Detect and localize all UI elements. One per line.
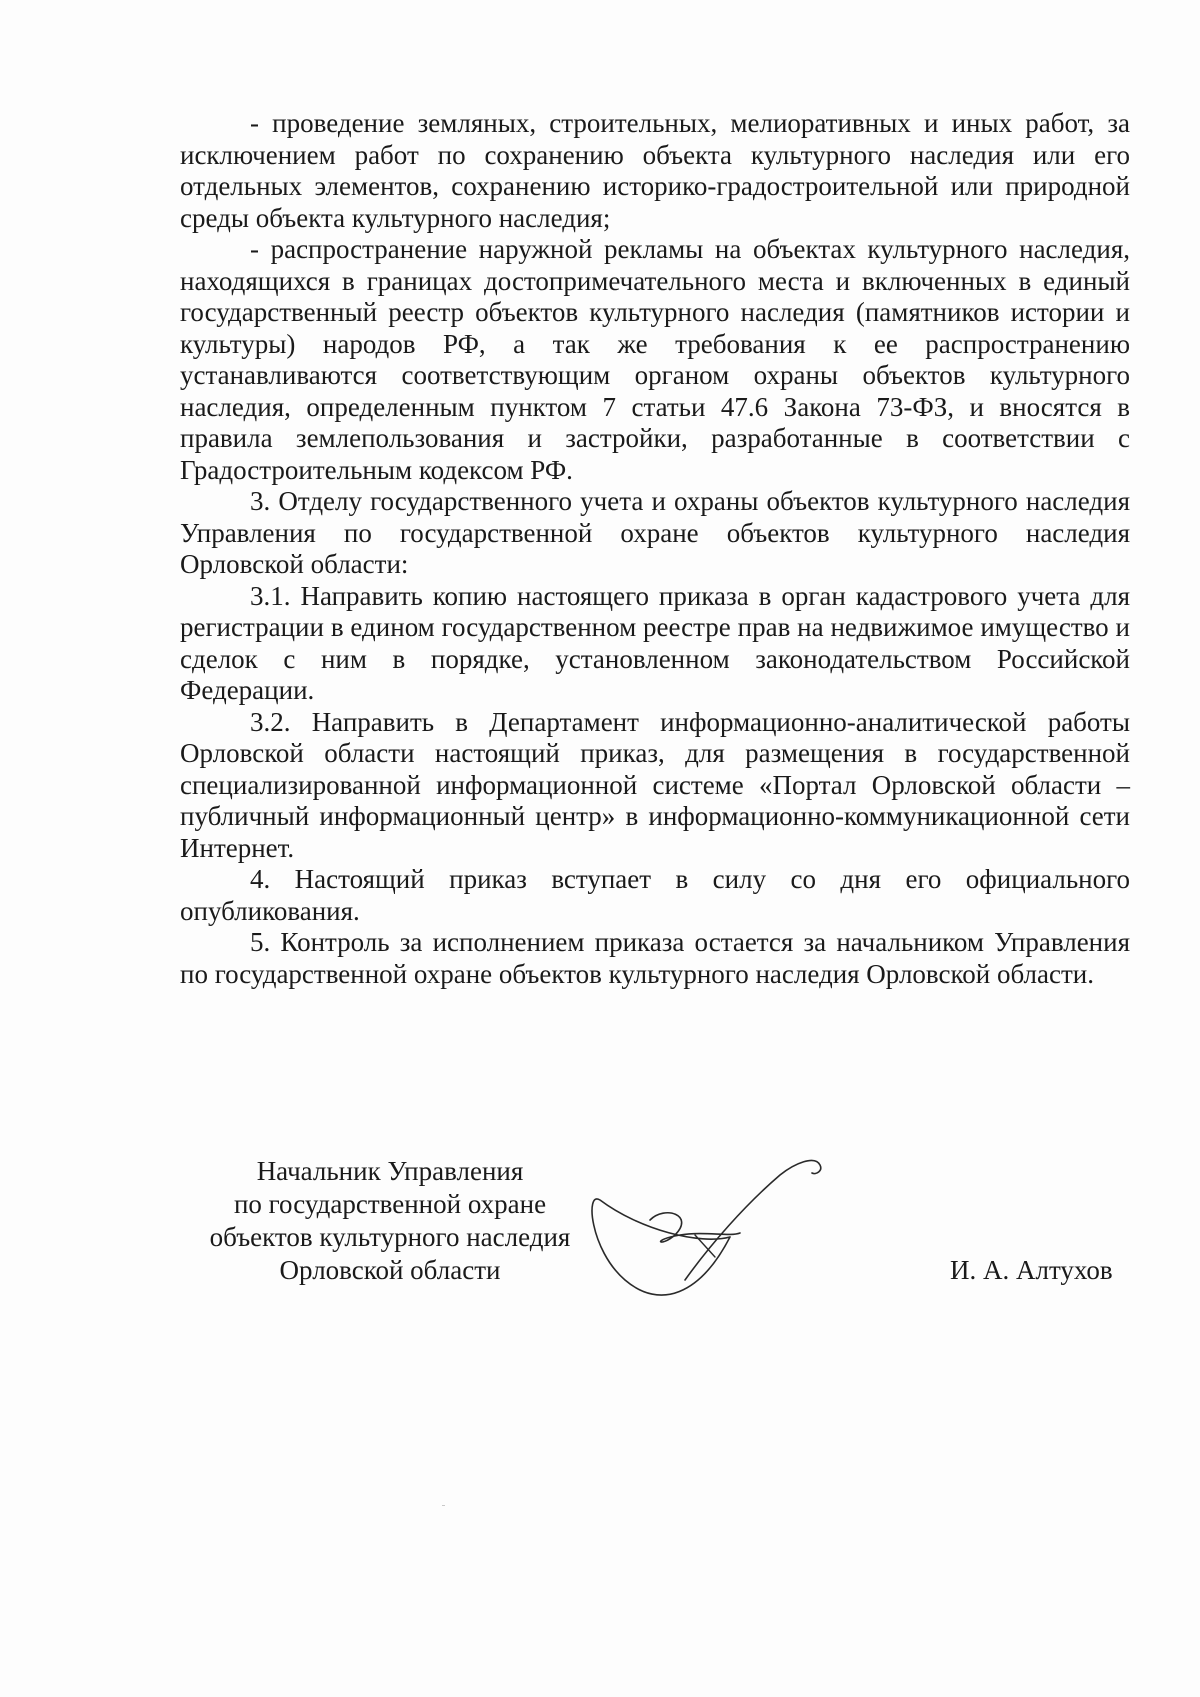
position-line: по государственной охране bbox=[233, 1189, 547, 1219]
paragraph-item-4: 4. Настоящий приказ вступает в силу со дня его официального опубликования. bbox=[180, 864, 1130, 926]
document-body bbox=[180, 108, 1130, 990]
handwritten-signature bbox=[580, 1145, 850, 1315]
paragraph-item-3: 3. Отделу государственного учета и охраны объектов культурного наследия Управления по государственной охране объектов культурного наследия Орловской области: bbox=[180, 486, 1130, 579]
paragraph-item-3-1: 3.1. Направить копию настоящего приказа в орган кадастрового учета для регистрации в едином государственном реестре прав на недвижимое имущество и сделок с ним в порядке, установленном законодательством Российской Федерации. bbox=[180, 580, 1130, 705]
position-line: Орловской области bbox=[279, 1255, 501, 1285]
signer-name: И. А. Алтухов bbox=[950, 1255, 1113, 1285]
position-line: объектов культурного наследия bbox=[209, 1222, 571, 1252]
paragraph-outdoor-advertising: - распространение наружной рекламы на объектах культурного наследия, находящихся в границах достопримечательного места и включенных в единый государственный реестр объектов культурного наследия (памятников истории и культуры) народов РФ, а так же требования к ее распространению устанавливаются соответствующим органом охраны объектов культурного наследия, определенным пунктом 7 статьи 47.6 Закона 73-ФЗ, и вносятся в правила землепользования и застройки, разработанные в соответствии с Градостроительным кодексом РФ. bbox=[180, 234, 1130, 485]
signatory-position bbox=[180, 1155, 600, 1287]
scan-artifact bbox=[442, 1505, 445, 1506]
position-line: Начальник Управления bbox=[256, 1156, 524, 1186]
paragraph-item-5: 5. Контроль за исполнением приказа остается за начальником Управления по государственной охране объектов культурного наследия Орловской области. bbox=[180, 927, 1130, 989]
paragraph-earthworks: - проведение земляных, строительных, мелиоративных и иных работ, за исключением работ по сохранению объекта культурного наследия или его отдельных элементов, сохранению историко-градостроительной или природной среды объекта культурного наследия; bbox=[180, 108, 1130, 233]
paragraph-item-3-2: 3.2. Направить в Департамент информационно-аналитической работы Орловской области настоящий приказ, для размещения в государственной специализированной информационной системе «Портал Орловской области – публичный информационный центр» в информационно-коммуникационной сети Интернет. bbox=[180, 706, 1130, 863]
